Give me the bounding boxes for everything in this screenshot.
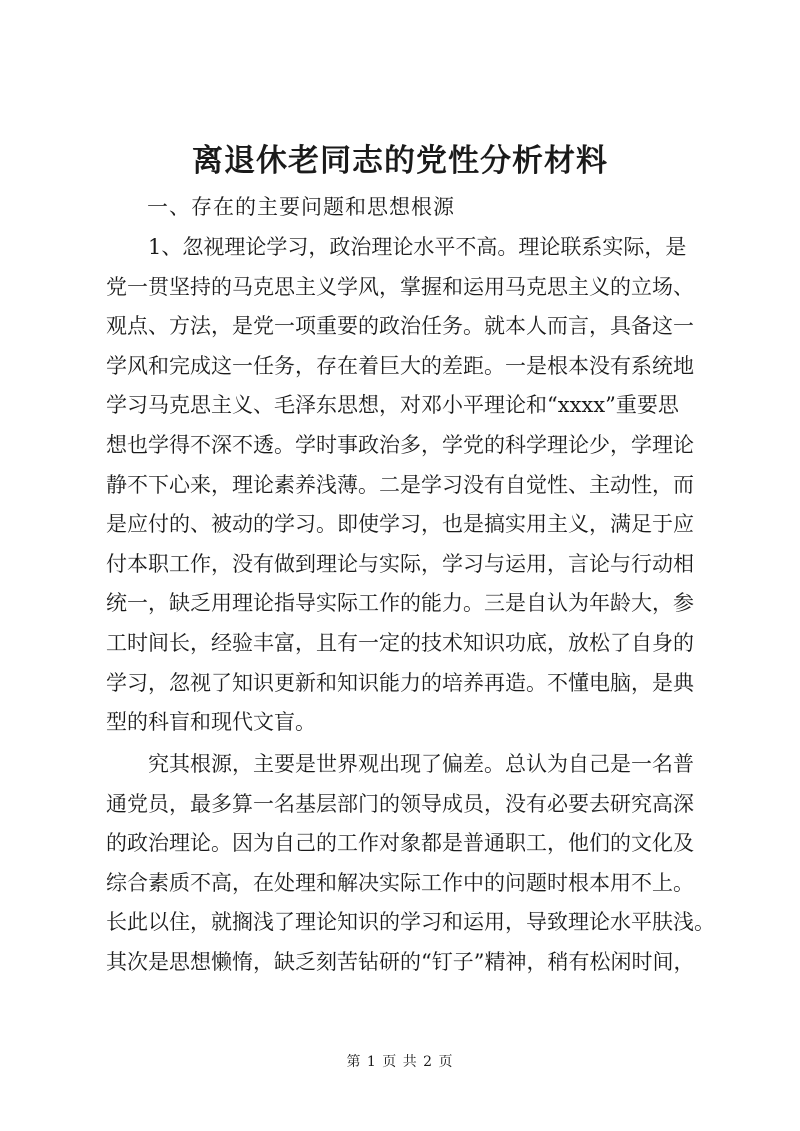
paragraph-line: 学习马克思主义、毛泽东思想，对邓小平理论和“xxxx”重要思 bbox=[106, 393, 679, 418]
paragraph-line: 长此以住，就搁浅了理论知识的学习和运用，导致理论水平肤浅。 bbox=[106, 910, 715, 935]
paragraph-line: 是应付的、被动的学习。即使学习，也是搞实用主义，满足于应 bbox=[106, 512, 694, 537]
document-title: 离退休老同志的党性分析材料 bbox=[192, 143, 608, 179]
paragraph-line: 的政治理论。因为自己的工作对象都是普通职工，他们的文化及 bbox=[106, 831, 694, 856]
paragraph-line: 综合素质不高，在处理和解决实际工作中的问题时根本用不上。 bbox=[106, 870, 694, 895]
page-number-footer: 第 1 页 共 2 页 bbox=[346, 1054, 454, 1070]
paragraph-line: 型的科盲和现代文盲。 bbox=[106, 710, 316, 735]
paragraph-line: 统一，缺乏用理论指导实际工作的能力。三是自认为年龄大，参 bbox=[106, 591, 694, 616]
paragraph-line: 党一贯坚持的马克思主义学风，掌握和运用马克思主义的立场、 bbox=[106, 274, 694, 299]
paragraph-line: 通党员，最多算一名基层部门的领导成员，没有必要去研究高深 bbox=[106, 791, 694, 816]
paragraph-line: 静不下心来，理论素养浅薄。二是学习没有自觉性、主动性，而 bbox=[106, 472, 694, 497]
paragraph-line: 想也学得不深不透。学时事政治多，学党的科学理论少，学理论 bbox=[106, 432, 694, 457]
paragraph-2 bbox=[106, 745, 715, 983]
paragraph-line: 学习，忽视了知识更新和知识能力的培养再造。不懂电脑，是典 bbox=[106, 670, 694, 695]
paragraph-line: 付本职工作，没有做到理论与实际，学习与运用，言论与行动相 bbox=[106, 551, 694, 576]
paragraph-line: 学风和完成这一任务，存在着巨大的差距。一是根本没有系统地 bbox=[106, 353, 694, 378]
paragraph-line: 观点、方法，是党一项重要的政治任务。就本人而言，具备这一 bbox=[106, 314, 694, 339]
paragraph-line: 究其根源，主要是世界观出现了偏差。总认为自己是一名普 bbox=[106, 752, 694, 776]
paragraph-line: 其次是思想懒惰，缺乏刻苦钻研的“钉子”精神，稍有松闲时间， bbox=[106, 949, 695, 974]
section-heading: 一、存在的主要问题和思想根源 bbox=[147, 195, 455, 219]
paragraph-line: 1、忽视理论学习，政治理论水平不高。理论联系实际，是 bbox=[106, 235, 687, 259]
paragraph-line: 工时间长，经验丰富，且有一定的技术知识功底，放松了自身的 bbox=[106, 630, 694, 655]
paragraph-1 bbox=[106, 228, 696, 743]
